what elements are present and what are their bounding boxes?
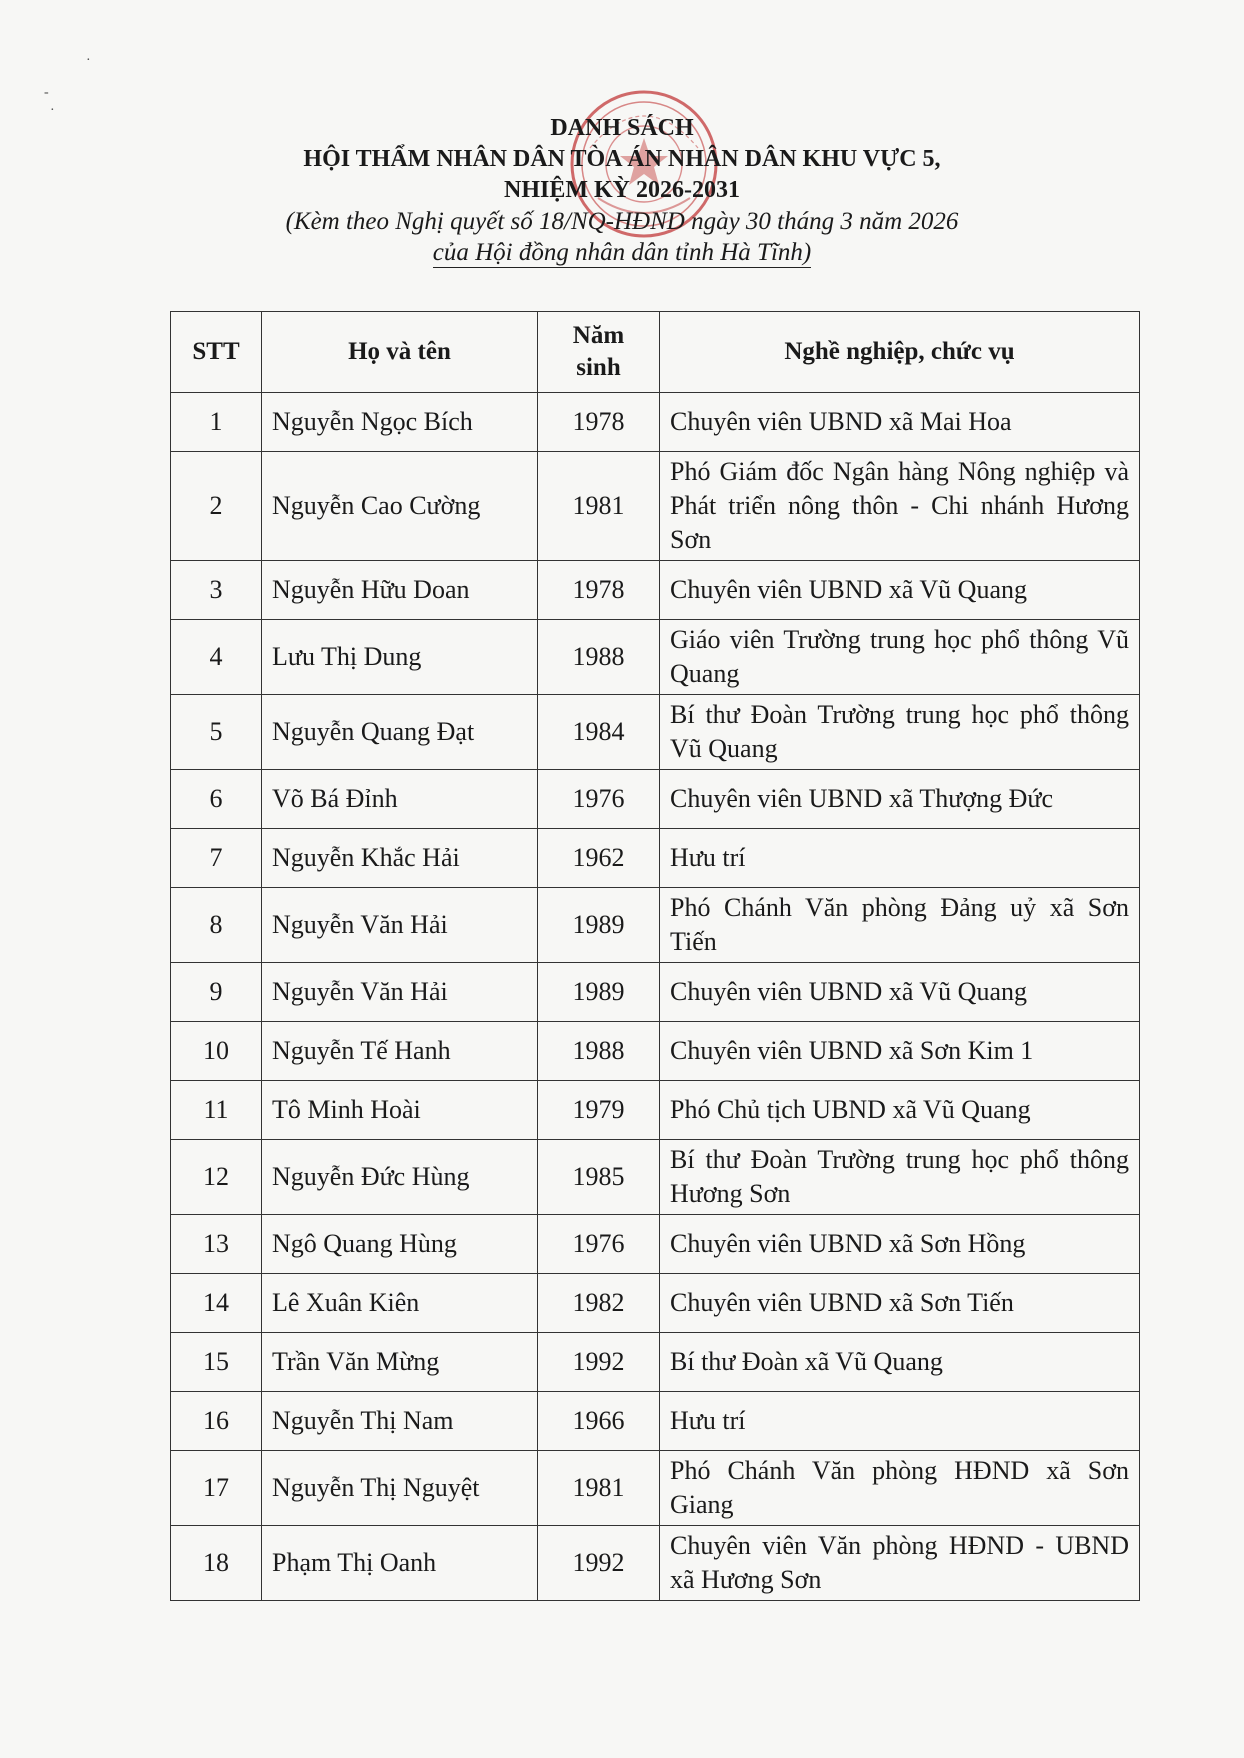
- row-stt: 13: [171, 1215, 262, 1274]
- table-row: [171, 1451, 1140, 1526]
- row-occupation: Chuyên viên Văn phòng HĐND - UBND xã Hương Sơn: [660, 1526, 1140, 1601]
- header-stt: STT: [171, 312, 262, 393]
- row-occupation: Chuyên viên UBND xã Sơn Kim 1: [660, 1022, 1140, 1081]
- table-row: [171, 1333, 1140, 1392]
- row-stt: 9: [171, 963, 262, 1022]
- row-birth-year: 1981: [538, 452, 660, 561]
- row-name: Nguyễn Văn Hải: [262, 888, 538, 963]
- table-row: [171, 620, 1140, 695]
- table-row: [171, 695, 1140, 770]
- row-name: Phạm Thị Oanh: [262, 1526, 538, 1601]
- row-birth-year: 1966: [538, 1392, 660, 1451]
- row-stt: 12: [171, 1140, 262, 1215]
- document-title: DANH SÁCH: [550, 115, 694, 141]
- row-occupation: Bí thư Đoàn xã Vũ Quang: [660, 1333, 1140, 1392]
- table-row: [171, 829, 1140, 888]
- document-subtitle-line2: NHIỆM KỲ 2026-2031: [504, 177, 740, 203]
- row-occupation: Chuyên viên UBND xã Sơn Hồng: [660, 1215, 1140, 1274]
- row-name: Lê Xuân Kiên: [262, 1274, 538, 1333]
- row-occupation: Hưu trí: [660, 829, 1140, 888]
- row-stt: 7: [171, 829, 262, 888]
- row-name: Nguyễn Quang Đạt: [262, 695, 538, 770]
- row-occupation: Phó Chánh Văn phòng Đảng uỷ xã Sơn Tiến: [660, 888, 1140, 963]
- row-name: Ngô Quang Hùng: [262, 1215, 538, 1274]
- table-row: [171, 1392, 1140, 1451]
- resolution-note-line1: (Kèm theo Nghị quyết số 18/NQ-HĐND ngày 30 tháng 3 năm 2026: [285, 208, 959, 235]
- row-name: Lưu Thị Dung: [262, 620, 538, 695]
- row-occupation: Chuyên viên UBND xã Mai Hoa: [660, 393, 1140, 452]
- row-occupation: Phó Chánh Văn phòng HĐND xã Sơn Giang: [660, 1451, 1140, 1526]
- row-occupation: Chuyên viên UBND xã Sơn Tiến: [660, 1274, 1140, 1333]
- row-birth-year: 1992: [538, 1526, 660, 1601]
- table-row: [171, 1081, 1140, 1140]
- table-row: [171, 452, 1140, 561]
- table-row: [171, 1215, 1140, 1274]
- header-name: Họ và tên: [262, 312, 538, 393]
- row-birth-year: 1978: [538, 393, 660, 452]
- row-stt: 5: [171, 695, 262, 770]
- table-row: [171, 1526, 1140, 1601]
- row-birth-year: 1985: [538, 1140, 660, 1215]
- row-occupation: Bí thư Đoàn Trường trung học phổ thông Vũ Quang: [660, 695, 1140, 770]
- row-stt: 1: [171, 393, 262, 452]
- table-body: [171, 393, 1140, 1601]
- resolution-note-line2: [0, 237, 1244, 268]
- row-occupation: Chuyên viên UBND xã Thượng Đức: [660, 770, 1140, 829]
- row-birth-year: 1982: [538, 1274, 660, 1333]
- row-stt: 11: [171, 1081, 262, 1140]
- row-name: Nguyễn Thị Nam: [262, 1392, 538, 1451]
- row-birth-year: 1976: [538, 770, 660, 829]
- row-name: Nguyễn Văn Hải: [262, 963, 538, 1022]
- row-birth-year: 1978: [538, 561, 660, 620]
- row-occupation: Giáo viên Trường trung học phổ thông Vũ Quang: [660, 620, 1140, 695]
- row-occupation: Chuyên viên UBND xã Vũ Quang: [660, 561, 1140, 620]
- row-stt: 16: [171, 1392, 262, 1451]
- row-name: Nguyễn Đức Hùng: [262, 1140, 538, 1215]
- row-birth-year: 1984: [538, 695, 660, 770]
- row-occupation: Phó Giám đốc Ngân hàng Nông nghiệp và Phát triển nông thôn - Chi nhánh Hương Sơn: [660, 452, 1140, 561]
- header-birth-year: [538, 312, 660, 393]
- row-occupation: Chuyên viên UBND xã Vũ Quang: [660, 963, 1140, 1022]
- row-name: Nguyễn Khắc Hải: [262, 829, 538, 888]
- row-name: Trần Văn Mừng: [262, 1333, 538, 1392]
- table-row: [171, 888, 1140, 963]
- table-row: [171, 770, 1140, 829]
- row-occupation: Bí thư Đoàn Trường trung học phổ thông Hương Sơn: [660, 1140, 1140, 1215]
- row-birth-year: 1989: [538, 888, 660, 963]
- table-row: [171, 1274, 1140, 1333]
- row-occupation: Hưu trí: [660, 1392, 1140, 1451]
- row-stt: 17: [171, 1451, 262, 1526]
- header-birth-year-line2: sinh: [576, 354, 621, 381]
- document-subtitle-line1: HỘI THẨM NHÂN DÂN TÒA ÁN NHÂN DÂN KHU VỰC 5,: [303, 146, 941, 172]
- row-birth-year: 1981: [538, 1451, 660, 1526]
- row-name: Nguyễn Hữu Doan: [262, 561, 538, 620]
- table-row: [171, 1140, 1140, 1215]
- row-birth-year: 1988: [538, 620, 660, 695]
- row-stt: 2: [171, 452, 262, 561]
- row-birth-year: 1962: [538, 829, 660, 888]
- row-stt: 8: [171, 888, 262, 963]
- row-birth-year: 1992: [538, 1333, 660, 1392]
- table-row: [171, 393, 1140, 452]
- resolution-note-line2-text: của Hội đồng nhân dân tỉnh Hà Tĩnh): [432, 239, 812, 266]
- row-birth-year: 1976: [538, 1215, 660, 1274]
- row-birth-year: 1979: [538, 1081, 660, 1140]
- row-name: Võ Bá Đỉnh: [262, 770, 538, 829]
- table-row: [171, 561, 1140, 620]
- row-stt: 10: [171, 1022, 262, 1081]
- row-stt: 15: [171, 1333, 262, 1392]
- row-birth-year: 1988: [538, 1022, 660, 1081]
- row-stt: 6: [171, 770, 262, 829]
- row-stt: 3: [171, 561, 262, 620]
- row-name: Tô Minh Hoài: [262, 1081, 538, 1140]
- document-header: [0, 113, 1244, 268]
- row-stt: 18: [171, 1526, 262, 1601]
- table-row: [171, 963, 1140, 1022]
- row-stt: 14: [171, 1274, 262, 1333]
- row-birth-year: 1989: [538, 963, 660, 1022]
- header-birth-year-line1: Năm: [572, 322, 625, 349]
- row-name: Nguyễn Tế Hanh: [262, 1022, 538, 1081]
- row-occupation: Phó Chủ tịch UBND xã Vũ Quang: [660, 1081, 1140, 1140]
- row-name: Nguyễn Thị Nguyệt: [262, 1451, 538, 1526]
- table-header-row: [171, 312, 1140, 393]
- row-stt: 4: [171, 620, 262, 695]
- scan-marks: · - ·: [44, 53, 91, 118]
- row-name: Nguyễn Cao Cường: [262, 452, 538, 561]
- row-name: Nguyễn Ngọc Bích: [262, 393, 538, 452]
- table-row: [171, 1022, 1140, 1081]
- juror-roster-table: [170, 311, 1140, 1601]
- header-occupation: Nghề nghiệp, chức vụ: [660, 312, 1140, 393]
